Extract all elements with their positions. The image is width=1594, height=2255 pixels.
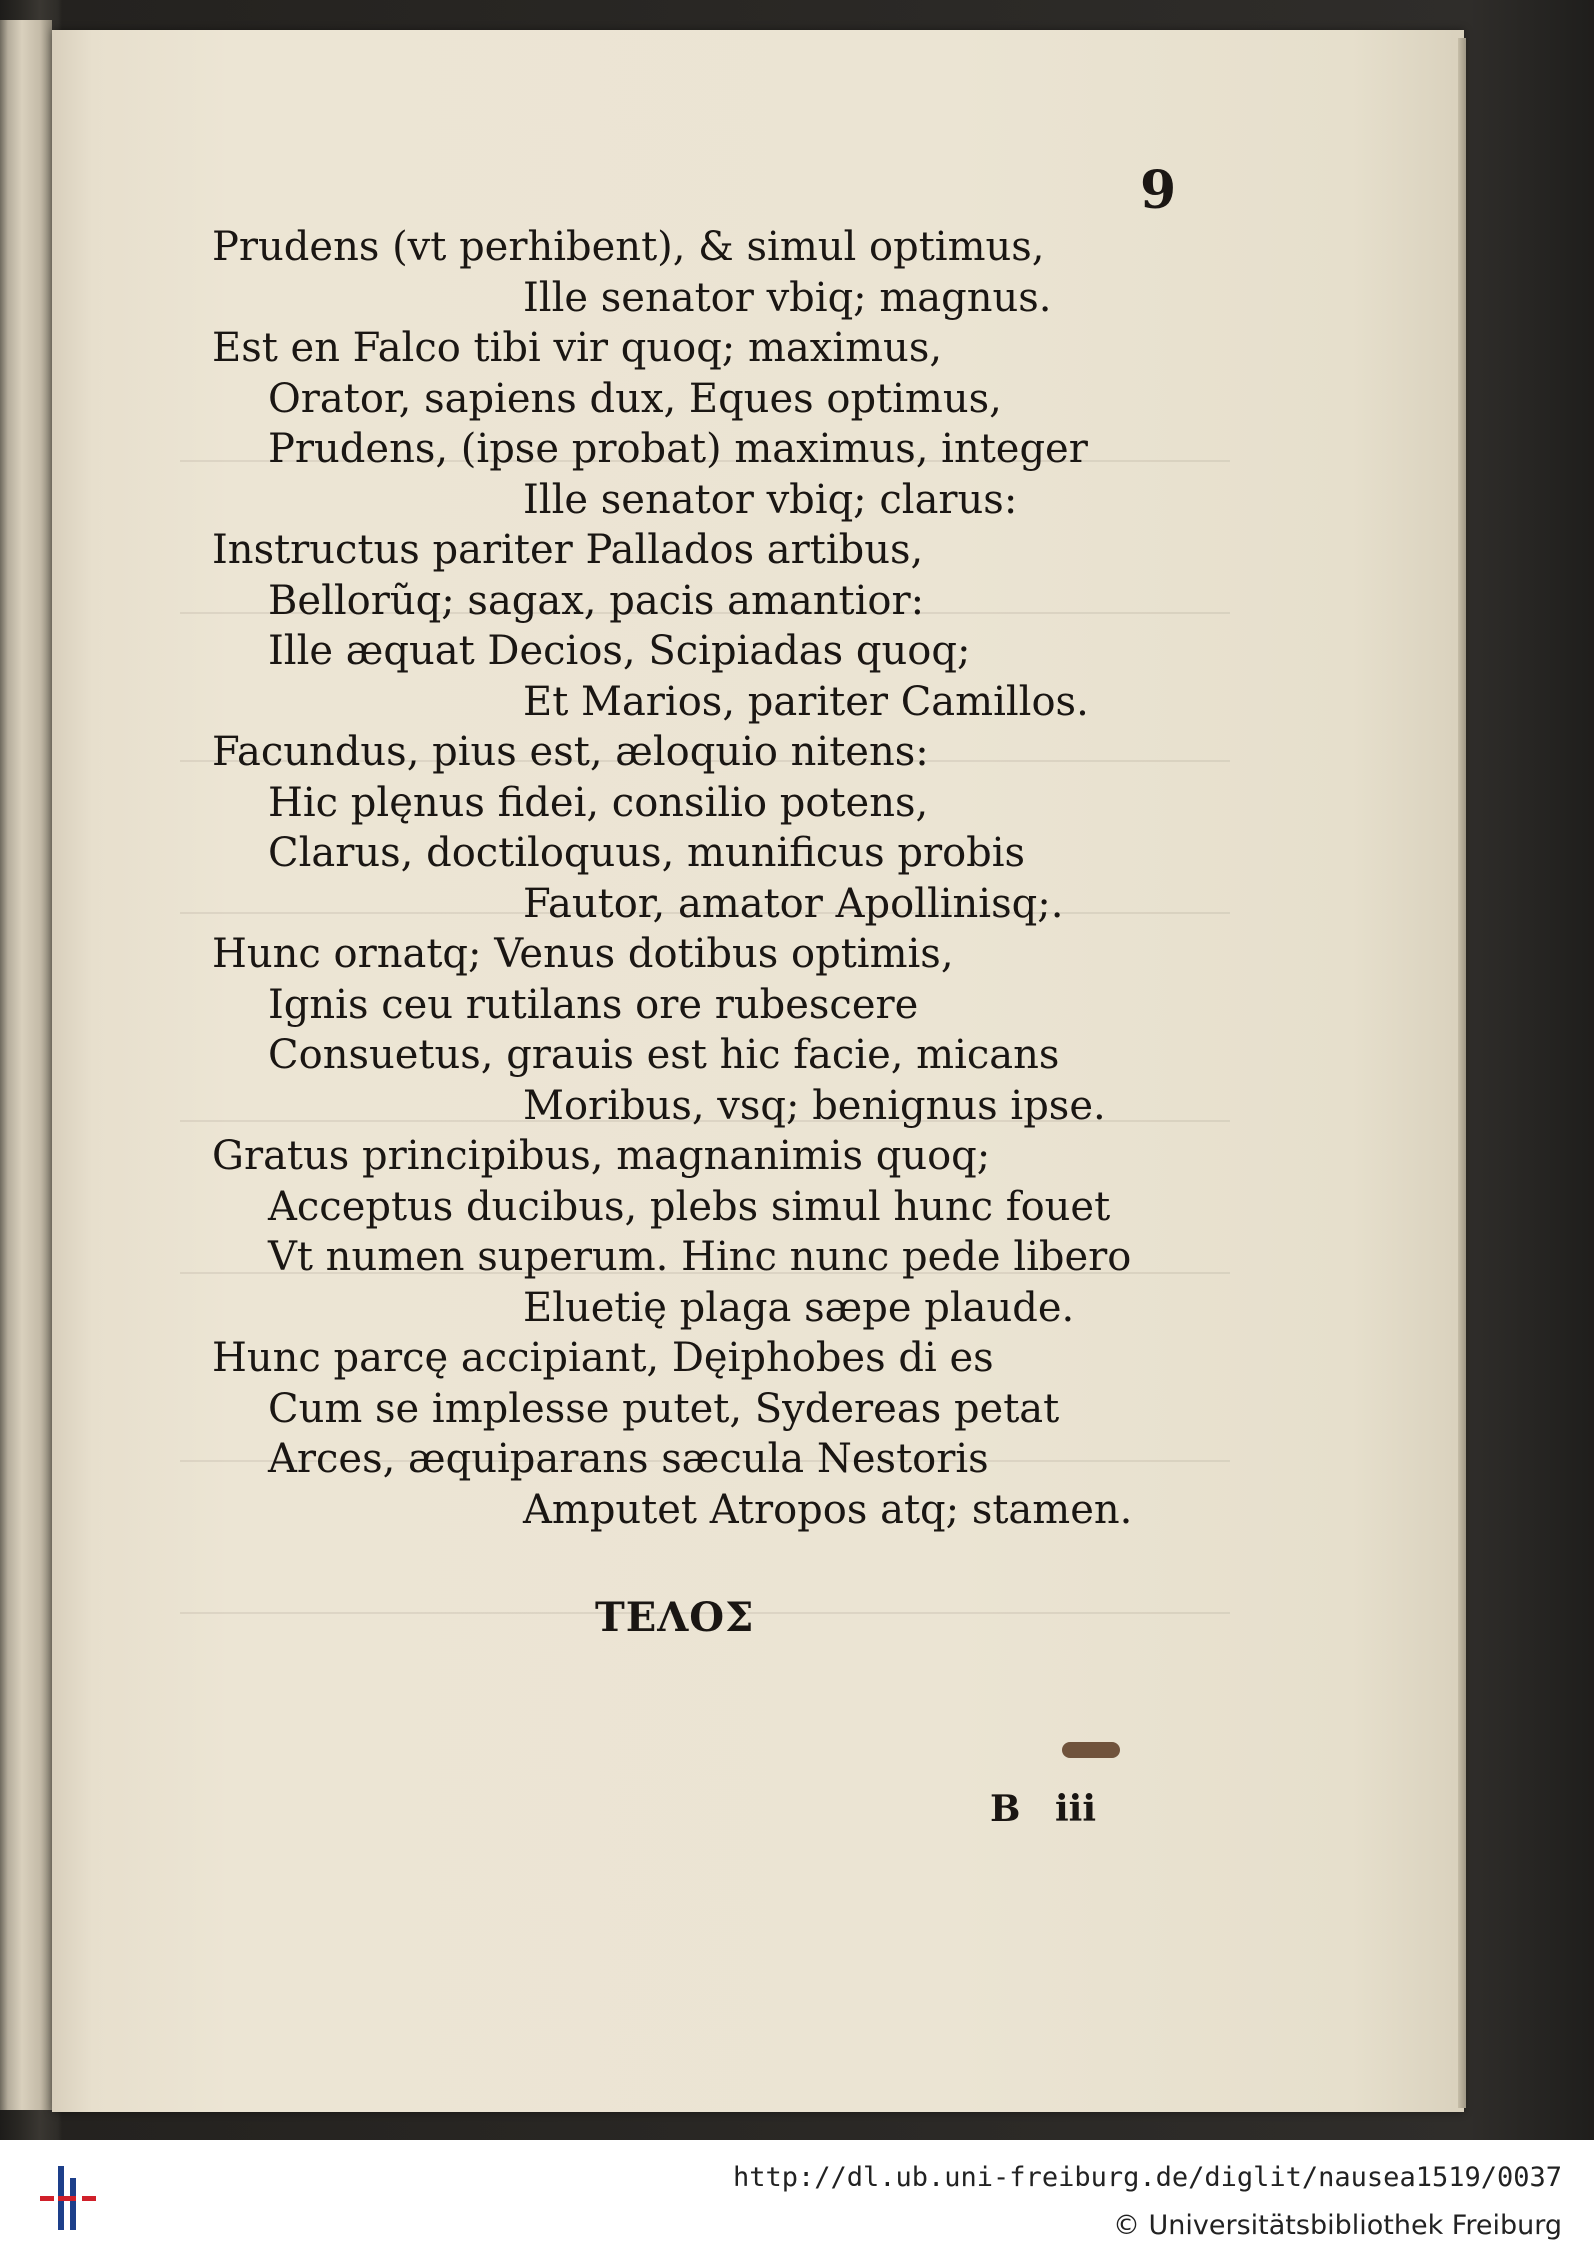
verse-line: Hunc ornatq; Venus dotibus optimis, xyxy=(212,931,954,977)
verse-line: Acceptus ducibus, plebs simul hunc fouet xyxy=(268,1183,1111,1230)
poem-text-block xyxy=(210,222,1310,1535)
verse-line: Est en Falco tibi vir quoq; maximus, xyxy=(212,325,943,371)
verse-line: Hunc parcę accipiant, Dęiphobes di es xyxy=(212,1335,994,1381)
verse-line: Eluetię plaga sæpe plaude. xyxy=(523,1284,1075,1331)
verse-line: Prudens (vt perhibent), & simul optimus, xyxy=(212,224,1045,270)
verse-line: Ille senator vbiq; clarus: xyxy=(523,476,1018,523)
verse-line: Ille senator vbiq; magnus. xyxy=(523,274,1052,321)
verse-line: Ignis ceu rutilans ore rubescere xyxy=(268,981,919,1028)
facing-page-edge xyxy=(0,20,52,2110)
ub-freiburg-logo-icon[interactable] xyxy=(40,2158,100,2238)
verse-line: Vt numen superum. Hinc nunc pede libero xyxy=(268,1234,1132,1280)
ink-stain xyxy=(1062,1742,1120,1758)
permalink-url[interactable]: http://dl.ub.uni-freiburg.de/diglit/nausea1519/0037 xyxy=(732,2162,1562,2193)
verse-line: Moribus, vsq; benignus ipse. xyxy=(523,1082,1106,1129)
verse-line: Bellorũq; sagax, pacis amantior: xyxy=(268,577,925,624)
verse-line: Gratus principibus, magnanimis quoq; xyxy=(212,1133,991,1179)
verse-line: Prudens, (ipse probat) maximus, integer xyxy=(268,426,1088,472)
finis-heading: ΤΕΛΟΣ xyxy=(595,1594,755,1641)
verse-line: Et Marios, pariter Camillos. xyxy=(523,678,1089,725)
page-edge-shadow xyxy=(1458,38,1466,2108)
verse-line: Clarus, doctiloquus, munificus probis xyxy=(268,830,1026,876)
verse-line: Cum se implesse putet, Sydereas petat xyxy=(268,1385,1060,1432)
verse-line: Ille æquat Decios, Scipiadas quoq; xyxy=(268,628,971,674)
verse-line: Fautor, amator Apollinisq;. xyxy=(523,880,1064,927)
verse-line: Instructus pariter Pallados artibus, xyxy=(212,527,924,573)
verse-line: Hic plęnus fidei, consilio potens, xyxy=(268,779,929,826)
viewer-footer xyxy=(0,2140,1594,2255)
signature-mark-top: 9 xyxy=(1140,160,1177,221)
copyright-notice: © Universitätsbibliothek Freiburg xyxy=(1112,2210,1562,2241)
gathering-signature: B iii xyxy=(990,1788,1096,1830)
verse-line: Orator, sapiens dux, Eques optimus, xyxy=(268,375,1002,422)
verse-line: Amputet Atropos atq; stamen. xyxy=(523,1486,1133,1533)
verse-line: Consuetus, grauis est hic facie, micans xyxy=(268,1032,1060,1078)
verse-line: Arces, æquiparans sæcula Nestoris xyxy=(268,1436,989,1482)
verse-line: Facundus, pius est, æloquio nitens: xyxy=(212,729,929,775)
